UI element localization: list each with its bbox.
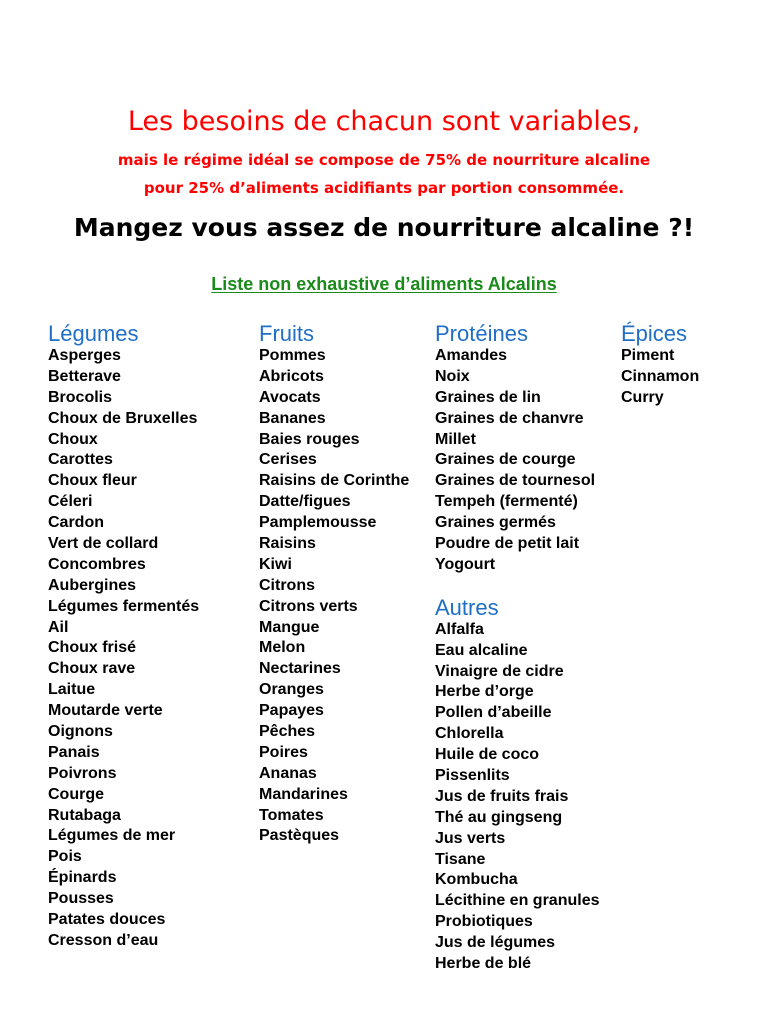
food-item: Épinards [48,869,117,887]
food-item: Avocats [259,388,321,406]
section-legumes [48,322,199,952]
food-item: Jus verts [435,829,506,847]
food-item: Abricots [259,367,324,385]
food-item: Cardon [48,514,104,532]
food-item: Graines de tournesol [435,472,596,490]
food-item: Pousses [48,890,114,908]
food-item: Rutabaga [48,806,121,824]
food-item: Panais [48,743,100,761]
food-item: Probiotiques [435,913,533,931]
food-item: Mangue [259,618,320,636]
food-item: Lécithine en granules [435,892,600,910]
food-item: Laitue [48,681,96,699]
food-item: Pissenlits [435,767,510,785]
food-item: Yogourt [435,555,496,573]
food-item: Cresson d’eau [48,931,159,949]
food-item: Tempeh (fermenté) [435,493,578,511]
column-epices [621,322,699,409]
food-item: Moutarde verte [48,702,163,720]
food-item: Datte/figues [259,493,351,511]
heading-fruits: Fruits [259,321,314,346]
list-subtitle: Liste non exhaustive d’aliments Alcalins [211,274,557,294]
food-item: Oignons [48,723,113,741]
food-item: Vert de collard [48,535,159,553]
food-item: Herbe de blé [435,955,532,973]
food-item: Kiwi [259,555,292,573]
food-item: Légumes de mer [48,827,176,845]
food-item: Ananas [259,764,317,782]
column-proteines-autres [435,322,599,975]
food-item: Graines de lin [435,388,541,406]
food-item: Tisane [435,850,486,868]
food-item: Oranges [259,681,324,699]
food-item: Poivrons [48,764,117,782]
food-item: Melon [259,639,306,657]
page-title: Les besoins de chacun sont variables, [127,106,641,137]
food-item: Bananes [259,409,326,427]
heading-legumes: Légumes [48,321,139,346]
food-item: Brocolis [48,388,113,406]
item-list-legumes [48,346,199,952]
list-subtitle-container [0,272,768,298]
food-item: Herbe d’orge [435,683,534,701]
column-legumes [48,322,199,952]
food-item: Baies rouges [259,430,360,448]
item-list-proteines [435,346,599,576]
food-item: Graines de courge [435,451,576,469]
column-fruits [259,322,409,847]
intro-line-1: mais le régime idéal se compose de 75% de nourriture alcaline [117,151,651,169]
food-item: Vinaigre de cidre [435,662,564,680]
food-item: Chlorella [435,725,504,743]
food-item: Curry [621,388,664,406]
food-item: Asperges [48,347,121,364]
food-item: Nectarines [259,660,341,678]
food-item: Pois [48,848,82,866]
food-item: Poires [259,743,308,761]
food-item: Choux [48,430,98,448]
food-item: Eau alcaline [435,641,528,659]
food-item: Cinnamon [621,367,700,385]
food-item: Pommes [259,347,326,364]
food-item: Pamplemousse [259,514,377,532]
food-item: Millet [435,430,476,448]
food-item: Choux frisé [48,639,137,657]
food-item: Noix [435,367,470,385]
food-item: Piment [621,347,675,364]
section-epices [621,322,699,409]
section-proteines [435,322,599,576]
food-item: Ail [48,618,69,636]
food-item: Thé au gingseng [435,808,563,826]
item-list-autres [435,620,599,975]
food-item: Betterave [48,367,121,385]
food-item: Raisins de Corinthe [259,472,410,490]
food-item: Céleri [48,493,93,511]
food-item: Kombucha [435,871,518,889]
food-item: Citrons [259,576,315,594]
food-item: Choux de Bruxelles [48,409,198,427]
heading-proteines: Protéines [435,321,528,346]
main-question: Mangez vous assez de nourriture alcaline ?! [73,213,695,242]
food-item: Cerises [259,451,317,469]
food-item: Tomates [259,806,324,824]
heading-epices: Épices [621,321,688,346]
food-item: Mandarines [259,785,348,803]
food-item: Pastèques [259,827,340,845]
food-item: Choux rave [48,660,136,678]
heading-autres: Autres [435,594,499,620]
food-item: Choux fleur [48,472,137,490]
intro-line-2: pour 25% d’aliments acidifiants par portion consommée. [143,179,625,197]
food-item: Pêches [259,723,316,741]
section-fruits [259,322,409,847]
food-item: Raisins [259,535,316,553]
item-list-fruits [259,346,409,847]
food-item: Carottes [48,451,113,469]
food-item: Graines de chanvre [435,409,584,427]
food-item: Jus de légumes [435,934,556,952]
food-item: Huile de coco [435,746,540,764]
food-item: Poudre de petit lait [435,535,580,553]
item-list-epices [621,346,699,409]
food-item: Amandes [435,347,508,364]
food-item: Pollen d’abeille [435,704,552,722]
food-item: Jus de fruits frais [435,787,569,805]
food-item: Alfalfa [435,620,484,638]
food-item: Citrons verts [259,597,358,615]
food-item: Légumes fermentés [48,597,200,615]
food-item: Concombres [48,555,146,573]
food-item: Aubergines [48,576,137,594]
food-item: Courge [48,785,104,803]
food-item: Papayes [259,702,324,720]
food-item: Patates douces [48,911,166,929]
section-autres [435,596,599,975]
food-item: Graines germés [435,514,556,532]
